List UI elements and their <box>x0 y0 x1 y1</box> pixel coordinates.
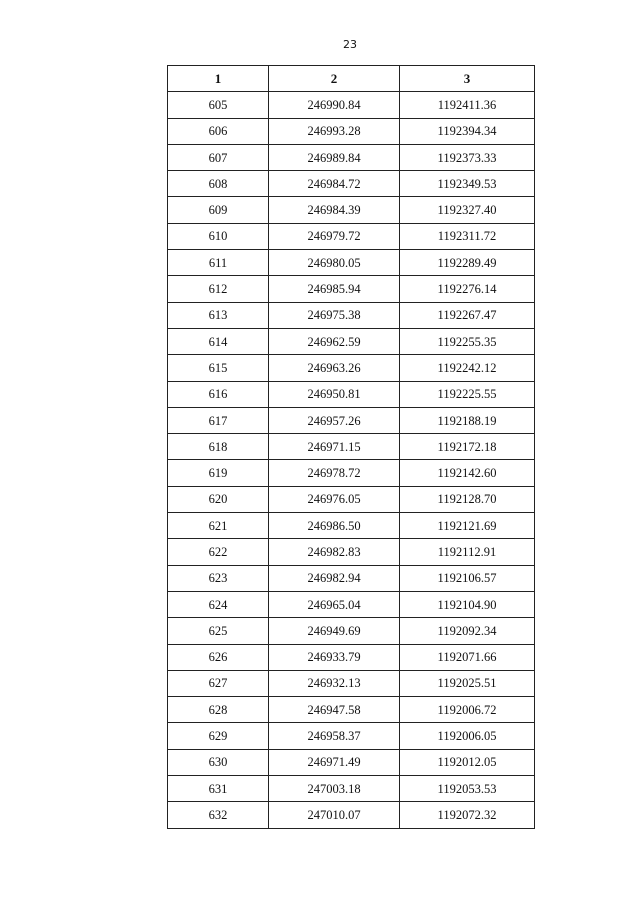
table-row <box>168 144 535 170</box>
table-cell: 611 <box>168 250 269 276</box>
table-cell: 618 <box>168 434 269 460</box>
column-header-1: 1 <box>168 66 269 92</box>
table-row <box>168 197 535 223</box>
table-cell: 1192121.69 <box>400 513 535 539</box>
table-cell: 614 <box>168 328 269 354</box>
table-cell: 246980.05 <box>269 250 400 276</box>
table-cell: 605 <box>168 92 269 118</box>
table-cell: 246976.05 <box>269 486 400 512</box>
table-cell: 613 <box>168 302 269 328</box>
table-cell: 630 <box>168 749 269 775</box>
table-cell: 624 <box>168 591 269 617</box>
table-cell: 1192025.51 <box>400 670 535 696</box>
table-cell: 246949.69 <box>269 618 400 644</box>
table-cell: 1192092.34 <box>400 618 535 644</box>
table-cell: 246982.94 <box>269 565 400 591</box>
table-row <box>168 328 535 354</box>
table-cell: 246950.81 <box>269 381 400 407</box>
table-cell: 247010.07 <box>269 802 400 828</box>
table-cell: 1192006.05 <box>400 723 535 749</box>
table-row <box>168 381 535 407</box>
table-cell: 622 <box>168 539 269 565</box>
table-row <box>168 355 535 381</box>
table-cell: 626 <box>168 644 269 670</box>
table-row <box>168 776 535 802</box>
table-cell: 1192104.90 <box>400 591 535 617</box>
column-header-3: 3 <box>400 66 535 92</box>
table-cell: 246963.26 <box>269 355 400 381</box>
table-cell: 1192289.49 <box>400 250 535 276</box>
table-row <box>168 644 535 670</box>
table-cell: 246985.94 <box>269 276 400 302</box>
table-cell: 1192394.34 <box>400 118 535 144</box>
table-row <box>168 749 535 775</box>
table-cell: 246978.72 <box>269 460 400 486</box>
table-cell: 1192072.32 <box>400 802 535 828</box>
table-row <box>168 118 535 144</box>
table-row <box>168 407 535 433</box>
table-cell: 620 <box>168 486 269 512</box>
table-cell: 1192242.12 <box>400 355 535 381</box>
page-number: 23 <box>343 38 357 51</box>
table-row <box>168 565 535 591</box>
table-cell: 617 <box>168 407 269 433</box>
table-cell: 246958.37 <box>269 723 400 749</box>
table-cell: 623 <box>168 565 269 591</box>
table-cell: 1192128.70 <box>400 486 535 512</box>
table-cell: 629 <box>168 723 269 749</box>
table-cell: 1192411.36 <box>400 92 535 118</box>
table-cell: 627 <box>168 670 269 696</box>
table-cell: 621 <box>168 513 269 539</box>
table-row <box>168 276 535 302</box>
table-cell: 1192327.40 <box>400 197 535 223</box>
table-cell: 606 <box>168 118 269 144</box>
table-cell: 1192225.55 <box>400 381 535 407</box>
table-cell: 246990.84 <box>269 92 400 118</box>
table-cell: 616 <box>168 381 269 407</box>
table-row <box>168 697 535 723</box>
table-cell: 246962.59 <box>269 328 400 354</box>
table-cell: 1192106.57 <box>400 565 535 591</box>
table-cell: 246957.26 <box>269 407 400 433</box>
table-row <box>168 802 535 828</box>
table-row <box>168 486 535 512</box>
table-cell: 619 <box>168 460 269 486</box>
table-cell: 1192349.53 <box>400 171 535 197</box>
table-cell: 609 <box>168 197 269 223</box>
table-cell: 628 <box>168 697 269 723</box>
table-cell: 246984.72 <box>269 171 400 197</box>
table-cell: 1192255.35 <box>400 328 535 354</box>
table-cell: 608 <box>168 171 269 197</box>
table-cell: 607 <box>168 144 269 170</box>
table-cell: 246979.72 <box>269 223 400 249</box>
table-cell: 631 <box>168 776 269 802</box>
table-row <box>168 223 535 249</box>
table-header-row <box>168 66 535 92</box>
table-row <box>168 513 535 539</box>
table-row <box>168 434 535 460</box>
table-cell: 1192053.53 <box>400 776 535 802</box>
table-cell: 246993.28 <box>269 118 400 144</box>
table-row <box>168 171 535 197</box>
table-cell: 246986.50 <box>269 513 400 539</box>
table-cell: 1192112.91 <box>400 539 535 565</box>
table-cell: 246932.13 <box>269 670 400 696</box>
table-cell: 1192071.66 <box>400 644 535 670</box>
table-cell: 1192188.19 <box>400 407 535 433</box>
table-row <box>168 460 535 486</box>
table-row <box>168 618 535 644</box>
table-cell: 1192267.47 <box>400 302 535 328</box>
table-cell: 632 <box>168 802 269 828</box>
table-cell: 246989.84 <box>269 144 400 170</box>
table-cell: 246971.15 <box>269 434 400 460</box>
table-row <box>168 670 535 696</box>
table-cell: 246984.39 <box>269 197 400 223</box>
table-cell: 246971.49 <box>269 749 400 775</box>
table-row <box>168 723 535 749</box>
table-cell: 612 <box>168 276 269 302</box>
table-cell: 1192172.18 <box>400 434 535 460</box>
table-cell: 246982.83 <box>269 539 400 565</box>
table-cell: 1192373.33 <box>400 144 535 170</box>
table-row <box>168 302 535 328</box>
table-cell: 625 <box>168 618 269 644</box>
table-row <box>168 92 535 118</box>
table-cell: 1192012.05 <box>400 749 535 775</box>
table-row <box>168 539 535 565</box>
table-row <box>168 250 535 276</box>
table-cell: 610 <box>168 223 269 249</box>
column-header-2: 2 <box>269 66 400 92</box>
table-cell: 246975.38 <box>269 302 400 328</box>
table-cell: 246947.58 <box>269 697 400 723</box>
table-cell: 246933.79 <box>269 644 400 670</box>
table-cell: 247003.18 <box>269 776 400 802</box>
coordinates-table <box>167 65 535 829</box>
table-cell: 1192311.72 <box>400 223 535 249</box>
table-row <box>168 591 535 617</box>
table-cell: 246965.04 <box>269 591 400 617</box>
table-cell: 1192142.60 <box>400 460 535 486</box>
table-cell: 1192276.14 <box>400 276 535 302</box>
table-cell: 1192006.72 <box>400 697 535 723</box>
table-cell: 615 <box>168 355 269 381</box>
table-body <box>168 92 535 828</box>
